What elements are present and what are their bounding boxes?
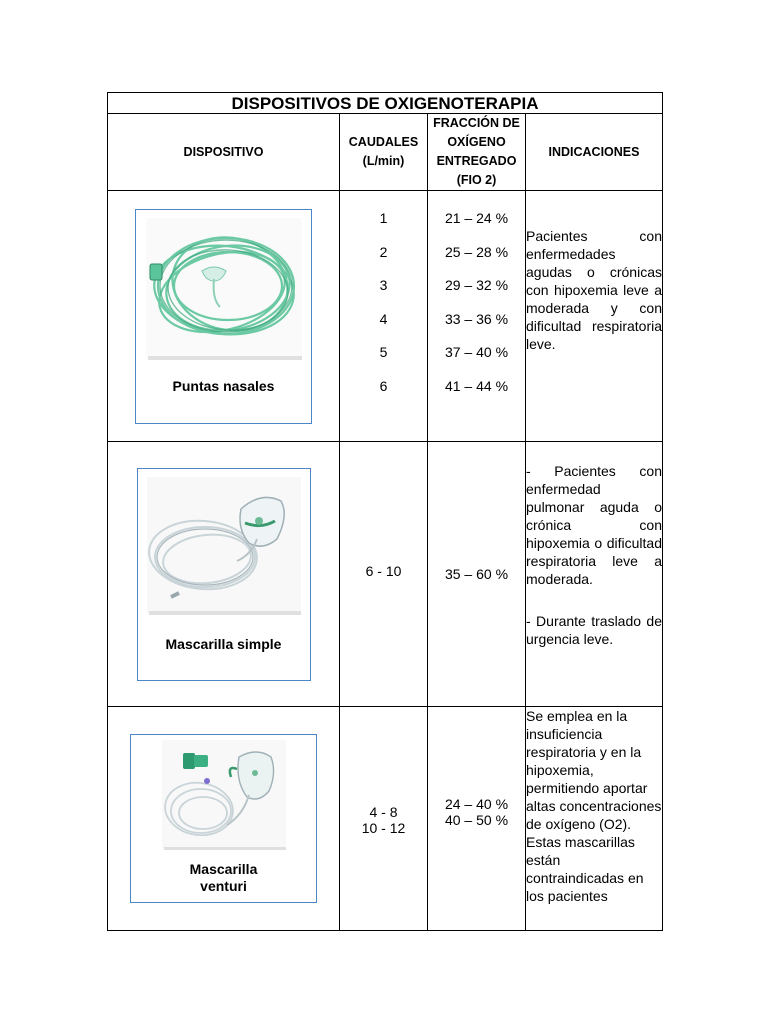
- header-row: [108, 114, 663, 191]
- header-flow-line: CAUDALES: [348, 135, 419, 149]
- fio2-value: 35 – 60 %: [444, 566, 509, 582]
- indications-cell: [526, 707, 663, 931]
- flow-cell: [340, 442, 428, 707]
- flow-value: 4: [379, 310, 388, 327]
- device-name: Mascarilla simple: [165, 635, 282, 652]
- flow-value: 1: [379, 210, 388, 226]
- device-cell: [108, 191, 340, 442]
- fio2-value: 21 – 24 %: [444, 210, 509, 226]
- fio2-value: 25 – 28 %: [444, 243, 509, 260]
- device-name-line: venturi: [200, 878, 247, 894]
- header-indications: INDICACIONES: [526, 114, 663, 191]
- header-fio2-line: OXÍGENO: [447, 135, 506, 149]
- flow-value: 10 - 12: [361, 819, 406, 836]
- flow-value: 5: [379, 344, 388, 360]
- fio2-cell: [428, 707, 526, 931]
- venturi-mask-image: [161, 739, 287, 851]
- device-frame: [135, 209, 312, 424]
- device-name: [131, 861, 316, 895]
- fio2-value: 24 – 40 %: [444, 795, 509, 812]
- table-title: DISPOSITIVOS DE OXIGENOTERAPIA: [108, 93, 663, 114]
- table-row: [108, 442, 663, 707]
- nasal-cannula-image: [144, 216, 304, 362]
- fio2-value: 41 – 44 %: [444, 377, 509, 394]
- device-frame: [130, 734, 317, 903]
- device-cell: [108, 442, 340, 707]
- oxygen-devices-table: [107, 92, 663, 931]
- indication-text: Se emplea en la insuficiencia respiratoria y en la hipoxemia, permitiendo aportar altas concentraciones de oxígeno (O2). Estas mascarillas están contraindicadas en los pacientes: [526, 708, 662, 904]
- indications-cell: [526, 442, 663, 707]
- flow-value: 6: [379, 377, 388, 394]
- device-name-line: Mascarilla: [189, 861, 258, 877]
- indications-cell: [526, 191, 663, 442]
- fio2-value: 40 – 50 %: [444, 811, 509, 828]
- fio2-value: 29 – 32 %: [444, 277, 509, 293]
- device-cell: [108, 707, 340, 931]
- indication-text: - Durante traslado de urgencia leve.: [526, 613, 662, 647]
- flow-value: 4 - 8: [369, 803, 398, 820]
- header-fio2-line: ENTREGADO: [436, 154, 517, 168]
- flow-cell: [340, 191, 428, 442]
- flow-cell: [340, 707, 428, 931]
- indication-text: Pacientes con enfermedades agudas o crónicas con hipoxemia leve a moderada y con dificultad respiratoria leve.: [526, 228, 662, 352]
- flow-value: 2: [379, 243, 388, 260]
- table-row: [108, 191, 663, 442]
- simple-mask-image: [145, 475, 303, 617]
- fio2-value: 37 – 40 %: [444, 344, 509, 360]
- device-name: Puntas nasales: [172, 377, 275, 394]
- fio2-cell: [428, 191, 526, 442]
- header-flow-line: (L/min): [362, 154, 405, 168]
- header-device: DISPOSITIVO: [108, 114, 340, 191]
- header-flow: [340, 114, 428, 191]
- device-frame: [137, 468, 311, 681]
- header-fio2-line: (FIO 2): [456, 173, 497, 187]
- fio2-value: 33 – 36 %: [444, 310, 509, 327]
- flow-value: 6 - 10: [365, 563, 402, 579]
- flow-value: 3: [379, 277, 388, 293]
- fio2-cell: [428, 442, 526, 707]
- header-fio2-line: FRACCIÓN DE: [433, 116, 520, 130]
- indication-text: - Pacientes con enfermedad pulmonar aguda o crónica con hipoxemia o dificultad respiratoria leve a moderada.: [526, 463, 662, 587]
- header-fio2: [428, 114, 526, 191]
- table-row: [108, 707, 663, 931]
